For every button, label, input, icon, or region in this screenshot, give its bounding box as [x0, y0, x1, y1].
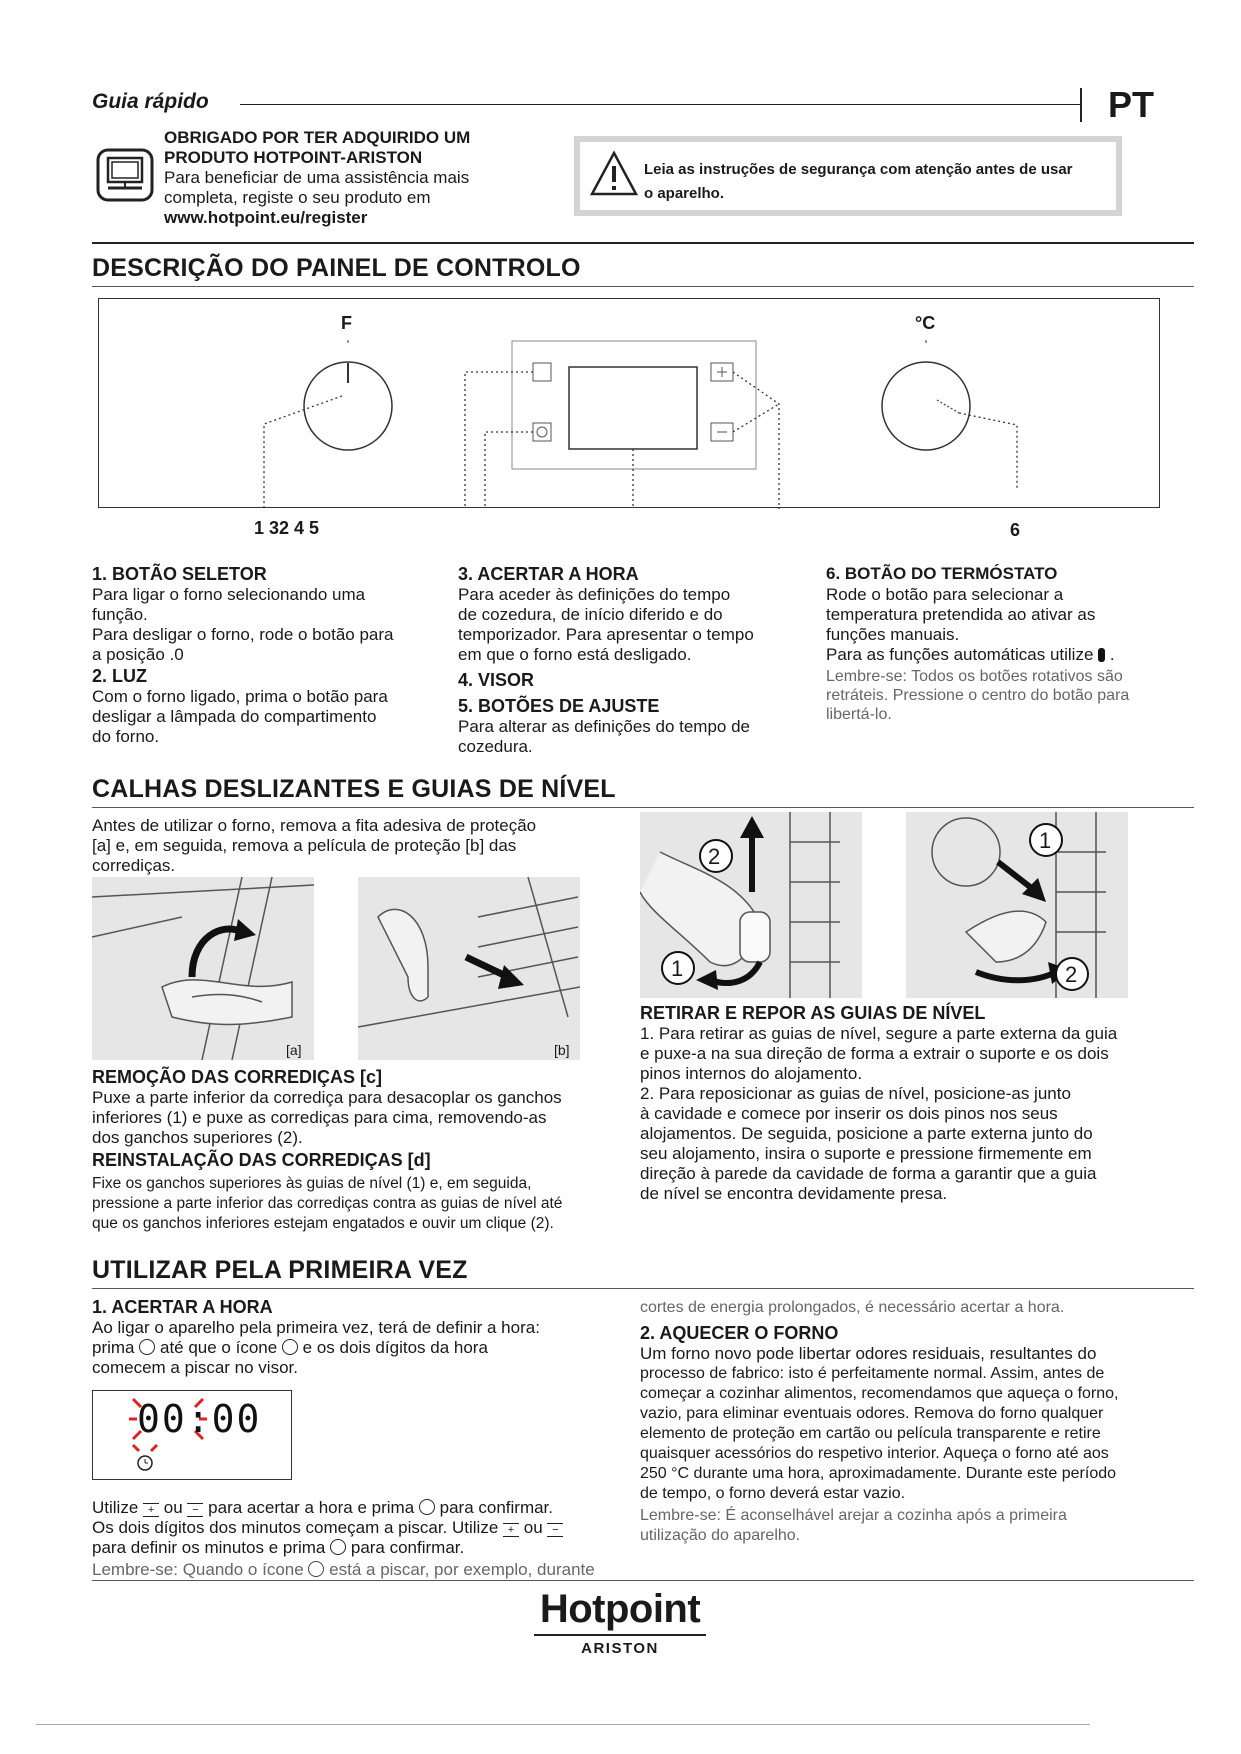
guides-line-1: 1. Para retirar as guias de nível, segure a parte externa da guia: [640, 1024, 1118, 1043]
item-5-line-2: cozedura.: [458, 737, 533, 756]
plus-button-icon-2: +: [503, 1523, 519, 1537]
item-3-line-4: em que o forno está desligado.: [458, 645, 692, 664]
item-5-title: 5. BOTÕES DE AJUSTE: [458, 696, 660, 716]
clock-note-icon: [308, 1561, 324, 1577]
item-3-title: 3. ACERTAR A HORA: [458, 564, 639, 584]
page-bottom-rule: [36, 1724, 1090, 1725]
illus-c-num-1: 1: [671, 956, 684, 981]
set-time-title: 1. ACERTAR A HORA: [92, 1297, 273, 1317]
item-6-line-4-text: Para as funções automáticas utilize: [826, 645, 1094, 664]
clock-button-icon-2: [419, 1499, 435, 1515]
item-1-line-3: Para desligar o forno, rode o botão para: [92, 625, 394, 644]
preheat-line-1: Um forno novo pode libertar odores residuais, resultantes do: [640, 1344, 1097, 1363]
knob-right-label: °C: [915, 313, 936, 333]
set-time-line-4d: para confirmar.: [439, 1498, 554, 1517]
sub-brand: ARISTON: [581, 1640, 659, 1657]
illustration-c: [640, 812, 862, 998]
preheat-title: 2. AQUECER O FORNO: [640, 1323, 839, 1343]
header-rule: [240, 104, 1080, 105]
set-time-line-4a: Utilize: [92, 1498, 139, 1517]
plus-button-icon: +: [143, 1503, 159, 1517]
item-1-line-2: função.: [92, 605, 148, 624]
item-2-line-1: Com o forno ligado, prima o botão para: [92, 687, 388, 706]
safety-box: [574, 136, 1122, 216]
preheat-block: [640, 1298, 1200, 1546]
guides-line-8: direção à parede da cavidade de forma a garantir que a guia: [640, 1164, 1097, 1183]
set-time-line-2b: até que o ícone: [159, 1338, 278, 1357]
guides-title: RETIRAR E REPOR AS GUIAS DE NÍVEL: [640, 1003, 986, 1023]
thanks-line-2: PRODUTO HOTPOINT-ARISTON: [164, 148, 423, 167]
preheat-line-3: começar a cozinhar alimentos, recomendamos que aqueça o forno,: [640, 1385, 1119, 1402]
guides-line-6: alojamentos. De seguida, posicione a parte externa junto do: [640, 1124, 1093, 1143]
set-time-line-4c: para acertar a hora e prima: [208, 1498, 415, 1517]
control-panel-underline: [92, 286, 1194, 287]
item-3-line-1: Para aceder às definições do tempo: [458, 585, 731, 604]
item-4-title: 4. VISOR: [458, 670, 535, 690]
set-time-line-6b: para confirmar.: [350, 1538, 465, 1557]
guides-line-4: 2. Para reposicionar as guias de nível, posicione-as junto: [640, 1084, 1071, 1103]
brand-name: Hotpoint: [539, 1587, 701, 1631]
register-line-2: completa, registe o seu produto em: [164, 188, 431, 207]
set-time-note: [92, 1560, 652, 1580]
guides-line-2: e puxe-a na sua direção de forma a extrair o suporte e os dois: [640, 1044, 1109, 1063]
illustration-a: [92, 877, 314, 1060]
callout-number-right: 6: [1010, 520, 1021, 540]
first-use-heading: UTILIZAR PELA PRIMEIRA VEZ: [92, 1256, 468, 1284]
item-2-line-3: do forno.: [92, 727, 160, 746]
set-time-line-6a: para definir os minutos e prima: [92, 1538, 326, 1557]
item-6-note-2: retráteis. Pressione o centro do botão para: [826, 687, 1130, 704]
callout-numbers-left: 1 32 4 5: [254, 518, 320, 538]
item-6-line-1: Rode o botão para selecionar a: [826, 585, 1064, 604]
safety-line-2: o aparelho.: [644, 185, 725, 202]
warning-icon: [590, 150, 638, 203]
header-rule-tick: [1080, 88, 1082, 122]
guides-line-3: pinos internos do alojamento.: [640, 1064, 863, 1083]
panel-items-col-2: [458, 563, 808, 757]
item-6-note-3: libertá-lo.: [826, 706, 892, 723]
reinstall-line-1: Fixe os ganchos superiores às guias de nível (1) e, em seguida,: [92, 1175, 532, 1192]
item-6-title: 6. BOTÃO DO TERMÓSTATO: [826, 564, 1058, 583]
knob-left-label: F: [341, 313, 352, 333]
item-1-line-4: a posição .0: [92, 645, 184, 664]
preheat-line-6: quaisquer acessórios do respetivo interior. Aqueça o forno até aos: [640, 1445, 1109, 1462]
preheat-line-4: vazio, para eliminar eventuais odores. Remova do forno qualquer: [640, 1405, 1104, 1422]
set-time-line-2c: e os dois dígitos da hora: [302, 1338, 488, 1357]
thanks-line-1: OBRIGADO POR TER ADQUIRIDO UM: [164, 128, 471, 147]
control-panel-diagram: [98, 298, 1160, 508]
level-guides-block: [640, 1002, 1200, 1204]
label-b: [b]: [554, 1042, 570, 1058]
time-display-illustration: [92, 1390, 292, 1480]
rails-intro-line-1: Antes de utilizar o forno, remova a fita adesiva de proteção: [92, 816, 537, 835]
item-5-line-1: Para alterar as definições do tempo de: [458, 717, 751, 736]
safety-line-1: Leia as instruções de segurança com atenção antes de usar: [644, 161, 1073, 178]
item-2-title: 2. LUZ: [92, 666, 148, 686]
set-time-line-4b: ou: [163, 1498, 183, 1517]
clock-button-icon: [139, 1339, 155, 1355]
illustration-d: [906, 812, 1128, 998]
item-2-line-2: desligar a lâmpada do compartimento: [92, 707, 377, 726]
preheat-line-5: elemento de proteção em cartão ou película transparente e retire: [640, 1425, 1101, 1442]
register-icon: [96, 148, 154, 202]
illustration-b: [358, 877, 580, 1060]
illus-d-num-1: 1: [1039, 828, 1052, 853]
item-1-line-1: Para ligar o forno selecionando uma: [92, 585, 366, 604]
panel-items-col-3: [826, 563, 1176, 724]
item-3-line-3: temporizador. Para apresentar o tempo: [458, 625, 754, 644]
set-time-line-2a: prima: [92, 1338, 135, 1357]
set-time-line-2: [92, 1338, 632, 1358]
auto-function-icon: [1098, 648, 1105, 662]
control-panel-heading: DESCRIÇÃO DO PAINEL DE CONTROLO: [92, 254, 581, 282]
preheat-note-2: utilização do aparelho.: [640, 1527, 801, 1544]
guides-line-5: à cavidade e comece por inserir os dois pinos nos seus: [640, 1104, 1058, 1123]
register-line-1: Para beneficiar de uma assistência mais: [164, 168, 470, 187]
label-a: [a]: [286, 1042, 302, 1058]
rails-intro-line-2: [a] e, em seguida, remova a película de proteção [b] das: [92, 836, 517, 855]
illus-d-num-2: 2: [1065, 962, 1078, 987]
set-time-note-c: cortes de energia prolongados, é necessário acertar a hora.: [640, 1299, 1065, 1316]
minus-button-icon-2: −: [547, 1523, 563, 1537]
item-1-title: 1. BOTÃO SELETOR: [92, 564, 267, 584]
set-time-note-a: Lembre-se: Quando o ícone: [92, 1560, 304, 1579]
set-time-note-b: está a piscar, por exemplo, durante: [329, 1560, 595, 1579]
guides-line-9: de nível se encontra devidamente presa.: [640, 1184, 948, 1203]
rails-underline: [92, 807, 1194, 808]
item-6-note-1: Lembre-se: Todos os botões rotativos são: [826, 668, 1123, 685]
panel-items-col-1: [92, 563, 442, 747]
set-time-block: [92, 1296, 632, 1378]
rails-removal-block: [92, 1066, 632, 1234]
clock-icon: [282, 1339, 298, 1355]
guide-title: Guia rápido: [92, 90, 209, 113]
removal-line-1: Puxe a parte inferior da corrediça para desacoplar os ganchos: [92, 1088, 562, 1107]
rails-intro-line-3: corrediças.: [92, 856, 176, 875]
item-3-line-2: de cozedura, de início diferido e do: [458, 605, 723, 624]
item-6-line-2: temperatura pretendida ao ativar as: [826, 605, 1096, 624]
removal-title: REMOÇÃO DAS CORREDIÇAS [c]: [92, 1067, 383, 1087]
illus-c-num-2: 2: [708, 844, 721, 869]
set-time-line-5a: Os dois dígitos dos minutos começam a piscar. Utilize: [92, 1518, 499, 1537]
preheat-line-8: de tempo, o forno deverá estar vazio.: [640, 1485, 906, 1502]
set-time-line-6: [92, 1538, 652, 1558]
section-rule-top: [92, 242, 1194, 244]
rails-intro: [92, 816, 632, 876]
set-time-line-3: comecem a piscar no visor.: [92, 1358, 298, 1377]
preheat-line-2: processo de fabrico: isto é perfeitamente normal. Assim, antes de: [640, 1365, 1105, 1382]
register-block: [164, 128, 470, 228]
set-time-line-1: Ao ligar o aparelho pela primeira vez, terá de definir a hora:: [92, 1318, 540, 1337]
brand-divider: [534, 1634, 706, 1636]
removal-line-3: dos ganchos superiores (2).: [92, 1128, 303, 1147]
reinstall-title: REINSTALAÇÃO DAS CORREDIÇAS [d]: [92, 1150, 431, 1170]
reinstall-line-2: pressione a parte inferior das corrediças contra as guias de nível até: [92, 1195, 563, 1212]
item-6-line-3: funções manuais.: [826, 625, 960, 644]
footer-rule: [92, 1580, 1194, 1581]
preheat-line-7: 250 °C durante uma hora, aproximadamente. Durante este período: [640, 1465, 1117, 1482]
register-url[interactable]: www.hotpoint.eu/register: [164, 208, 368, 227]
set-time-steps: [92, 1498, 652, 1580]
preheat-note-1: Lembre-se: É aconselhável arejar a cozinha após a primeira: [640, 1507, 1067, 1524]
language-code: PT: [1108, 84, 1155, 125]
set-time-line-4: [92, 1498, 652, 1518]
display-time: 00:00: [137, 1397, 262, 1441]
minus-button-icon: −: [187, 1503, 203, 1517]
item-6-line-4: Para as funções automáticas utilize .: [826, 645, 1115, 664]
first-use-underline: [92, 1288, 1194, 1289]
set-time-line-5: [92, 1518, 652, 1538]
clock-button-icon-3: [330, 1539, 346, 1555]
set-time-line-5b: ou: [523, 1518, 543, 1537]
rails-heading: CALHAS DESLIZANTES E GUIAS DE NÍVEL: [92, 775, 616, 803]
brand-logo: [520, 1586, 720, 1656]
guides-line-7: seu alojamento, insira o suporte e pressione firmemente em: [640, 1144, 1092, 1163]
reinstall-line-3: que os ganchos inferiores estejam engatados e ouvir um clique (2).: [92, 1215, 554, 1232]
removal-line-2: inferiores (1) e puxe as corrediças para cima, removendo-as: [92, 1108, 547, 1127]
